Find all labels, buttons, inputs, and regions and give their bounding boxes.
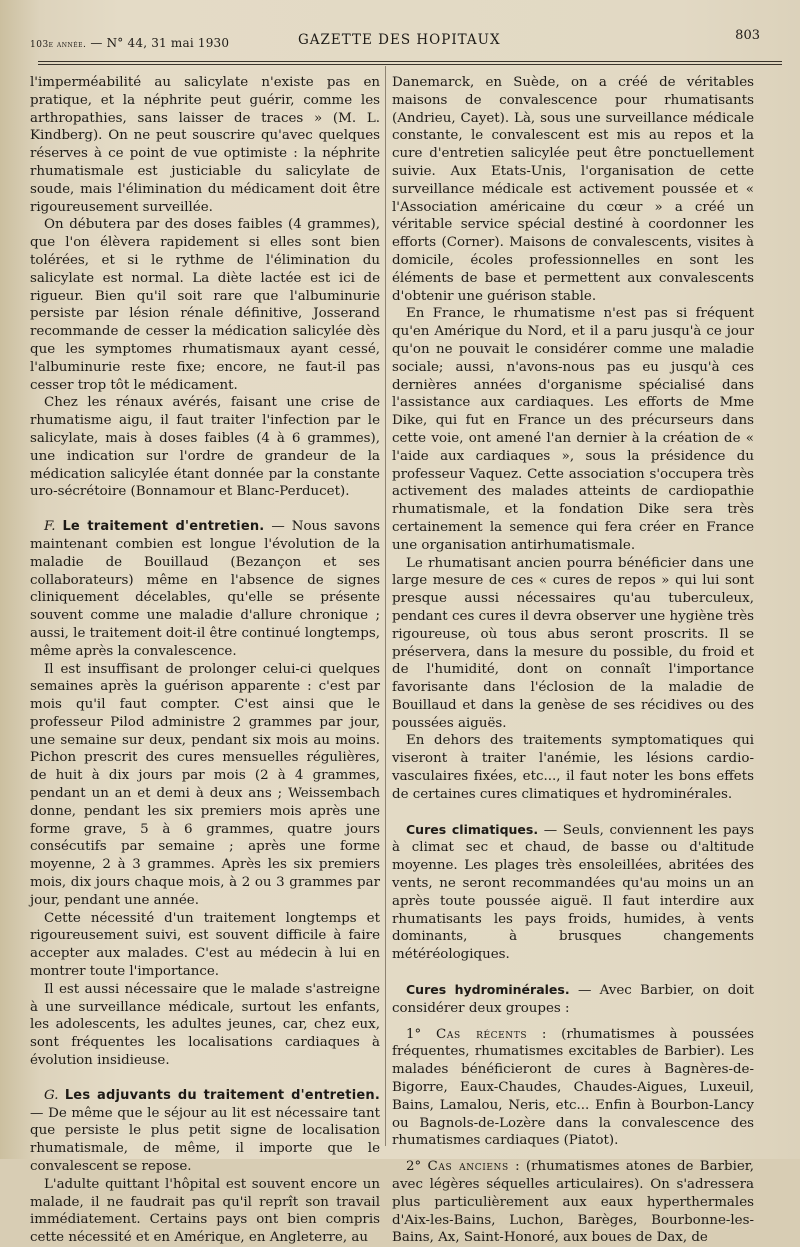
column-divider: [385, 66, 386, 1146]
header-rule: [38, 61, 782, 62]
paragraph: l'imperméabilité au salicylate n'existe pas en pratique, et la néphrite peut guérir, comme les arthropathies, sans laisser de traces » (M. L. Kindberg). On ne peut souscrire qu'avec quelques réserves à ce point de vue optimiste : la néphrite rhumatismale est justiciable du salicylate de soude, mais l'élimination du médicament doit être rigoureusement surveillée.: [30, 75, 380, 215]
group-number: 2°: [406, 1159, 422, 1175]
journal-title: GAZETTE DES HOPITAUX: [298, 32, 501, 48]
section-heading: Le traitement d'entretien.: [62, 519, 265, 535]
paragraph: En France, le rhumatisme n'est pas si fréquent qu'en Amérique du Nord, et il a paru jusqu'à ce jour qu'on ne pouvait le considérer comme une maladie sociale; aussi, n'avons-nous pas eu jusqu'à ces dernières années d'organisme spécialisé dans l'assistance aux cardiaques. Les efforts de Mme Dike, qui fut en France un des précurseurs dans cette voie, ont amené l'an dernier à la création de « l'aide aux cardiaques », sous la présidence du professeur Vaquez. Cette association s'occupera très activement des malades atteints de cardiopathie rhumatismale, et la fondation Dike sera très certainement la semence qui fera créer en France une organisation antirhumatismale.: [392, 306, 754, 553]
paragraph: Le rhumatisant ancien pourra bénéficier dans une large mesure de ces « cures de repos » qui lui sont presque aussi nécessaires qu'au tuberculeux, pendant ces cures il devra observer une hygiène très rigoureuse, où tous abus seront proscrits. Il se préservera, dans la mesure du possible, du froid et de l'humidité, dont on connaît l'importance favorisante dans l'éclosion de la maladie de Bouillaud et dans la genèse de ses récidives ou des poussées aiguës.: [392, 555, 754, 731]
paragraph: Cette nécessité d'un traitement longtemps et rigoureusement suivi, est souvent difficile à faire accepter aux malades. C'est au médecin à lui en montrer toute l'importance.: [30, 910, 380, 980]
issue-number: — N° 44, 31 mai 1930: [90, 36, 230, 50]
year-label: 103e année.: [30, 40, 87, 50]
paragraph: Il est insuffisant de prolonger celui-ci quelques semaines après la guérison apparente : c'est par mois qu'il faut compter. C'est ainsi que le professeur Pilod administre 2 grammes par jour, une semaine sur deux, pendant six mois au moins. Pichon prescrit des cures mensuelles régulières, de huit à dix jours par mois (2 à 4 grammes, pendant un an et demi à deux ans ; Weissembach donne, pendant les six premiers mois après une forme grave, 5 à 6 grammes, quatre jours consécutifs par semaine ; après une forme moyenne, 2 à 3 grammes. Après les six premiers mois, dix jours chaque mois, à 2 ou 3 grammes par jour, pendant une année.: [30, 661, 380, 908]
header-rule-double: [38, 64, 782, 65]
section-text: — Nous savons maintenant combien est longue l'évolution de la maladie de Bouillaud (Bezançon et ses collaborateurs) même en l'absence de signes cliniquement décelables, qu'elle se présente souvent comme une maladie d'allure chronique ; aussi, le traitement doit-il être continué longtemps, même après la convalescence.: [30, 519, 380, 659]
subsection-heading: Cures hydrominérales.: [406, 982, 570, 998]
paragraph: Il est aussi nécessaire que le malade s'astreigne à une surveillance médicale, surtout les enfants, les adolescents, les adultes jeunes, car, chez eux, sont fréquentes les localisations cardiaques à évolution insidieuse.: [30, 981, 380, 1069]
issue-info: [30, 36, 229, 50]
section-letter: G.: [44, 1087, 59, 1103]
section-heading: Les adjuvants du traitement d'entretien.: [64, 1087, 380, 1103]
left-column: [30, 74, 380, 1247]
subsection-heading: Cures climatiques.: [406, 821, 539, 837]
subsection-text: — Seuls, conviennent les pays à climat sec et chaud, de basse ou d'altitude moyenne. Les plages très ensoleillées, abritées des vents, ne seront recommandées qu'au moins un an après toute poussée aiguë. Il faut interdire aux rhumatisants les pays froids, humides, à vents dominants, à brusques changements météréologiques.: [392, 822, 754, 963]
group-label: Cas anciens: [427, 1159, 509, 1175]
paragraph: Danemarck, en Suède, on a créé de véritables maisons de convalescence pour rhumatisants (Andrieu, Cayet). Là, sous une surveillance médicale constante, le convalescent est mis au repos et la cure d'entretien salicylée peut être ponctuellement suivie. Aux Etats-Unis, l'organisation de cette surveillance médicale est activement poussée et « l'Association américaine du cœur » a créé un véritable service spécial destiné à coordonner les efforts (Corner). Maisons de convalescents, visites à domicile, écoles professionnelles en sont les éléments de base et permettent aux convalescents d'obtenir une guérison stable.: [392, 75, 754, 304]
subsection-text: — Avec Barbier, on doit considérer deux groupes :: [392, 983, 754, 1016]
right-column: [392, 74, 754, 1247]
section-text: — De même que le séjour au lit est nécessaire tant que persiste le plus petit signe de localisation rhumatismale, de même, il importe que le convalescent se repose.: [30, 1105, 380, 1175]
paragraph: Chez les rénaux avérés, faisant une crise de rhumatisme aigu, il faut traiter l'infection par le salicylate, mais à doses faibles (4 à 6 grammes), une indication sur l'ordre de grandeur de la médication salicylée étant donnée par la constante uro-sécrétoire (Bonnamour et Blanc-Perducet).: [30, 395, 380, 500]
group-text: : (rhumatismes à poussées fréquentes, rhumatismes excitables de Barbier). Les malades bénéficieront de cures à Bagnères-de-Bigorre, Eaux-Chaudes, Chaudes-Aigues, Luxeuil, Bains, Lamalou, Neris, etc... Enfin à Bourbon-Lancy ou Bagnols-de-Lozère dans la convalescence des rhumatismes cardiaques (Piatot).: [392, 1026, 754, 1149]
section-letter: F.: [44, 519, 56, 535]
section-g: [30, 1087, 380, 1176]
page-header: [30, 28, 782, 54]
section-f: [30, 518, 380, 660]
group-2: [392, 1158, 754, 1247]
paragraph: L'adulte quittant l'hôpital est souvent encore un malade, il ne faudrait pas qu'il reprît son travail immédiatement. Certains pays ont bien compris cette nécessité et en Amérique, en Angleterre, au: [30, 1176, 380, 1246]
group-label: Cas récents: [436, 1026, 528, 1042]
group-1: [392, 1026, 754, 1151]
subsection-climatic: [392, 821, 754, 964]
paragraph: On débutera par des doses faibles (4 grammes), que l'on élèvera rapidement si elles sont bien tolérées, et si le rythme de l'élimination du salicylate est normal. La diète lactée est ici de rigueur. Bien qu'il soit rare que l'albuminurie persiste par lésion rénale définitive, Josserand recommande de cesser la médication salicylée dès que les symptomes rhumatismaux ayant cessé, l'albuminurie reste fixe; encore, ne faut-il pas cesser trop tôt le médicament.: [30, 217, 380, 393]
page-number: 803: [735, 28, 760, 43]
paragraph: En dehors des traitements symptomatiques qui viseront à traiter l'anémie, les lésions cardio-vasculaires fixées, etc..., il faut noter les bons effets de certaines cures climatiques et hydrominérales.: [392, 733, 754, 802]
group-text: : (rhumatismes atones de Barbier, avec légères séquelles articulaires). On s'adressera plus particulièrement aux eaux hyperthermales d'Aix-les-Bains, Luchon, Barèges, Bourbonne-les-Bains, Ax, Saint-Honoré, aux boues de Dax, de: [392, 1159, 754, 1246]
group-number: 1°: [406, 1026, 422, 1042]
subsection-hydro: [392, 981, 754, 1018]
